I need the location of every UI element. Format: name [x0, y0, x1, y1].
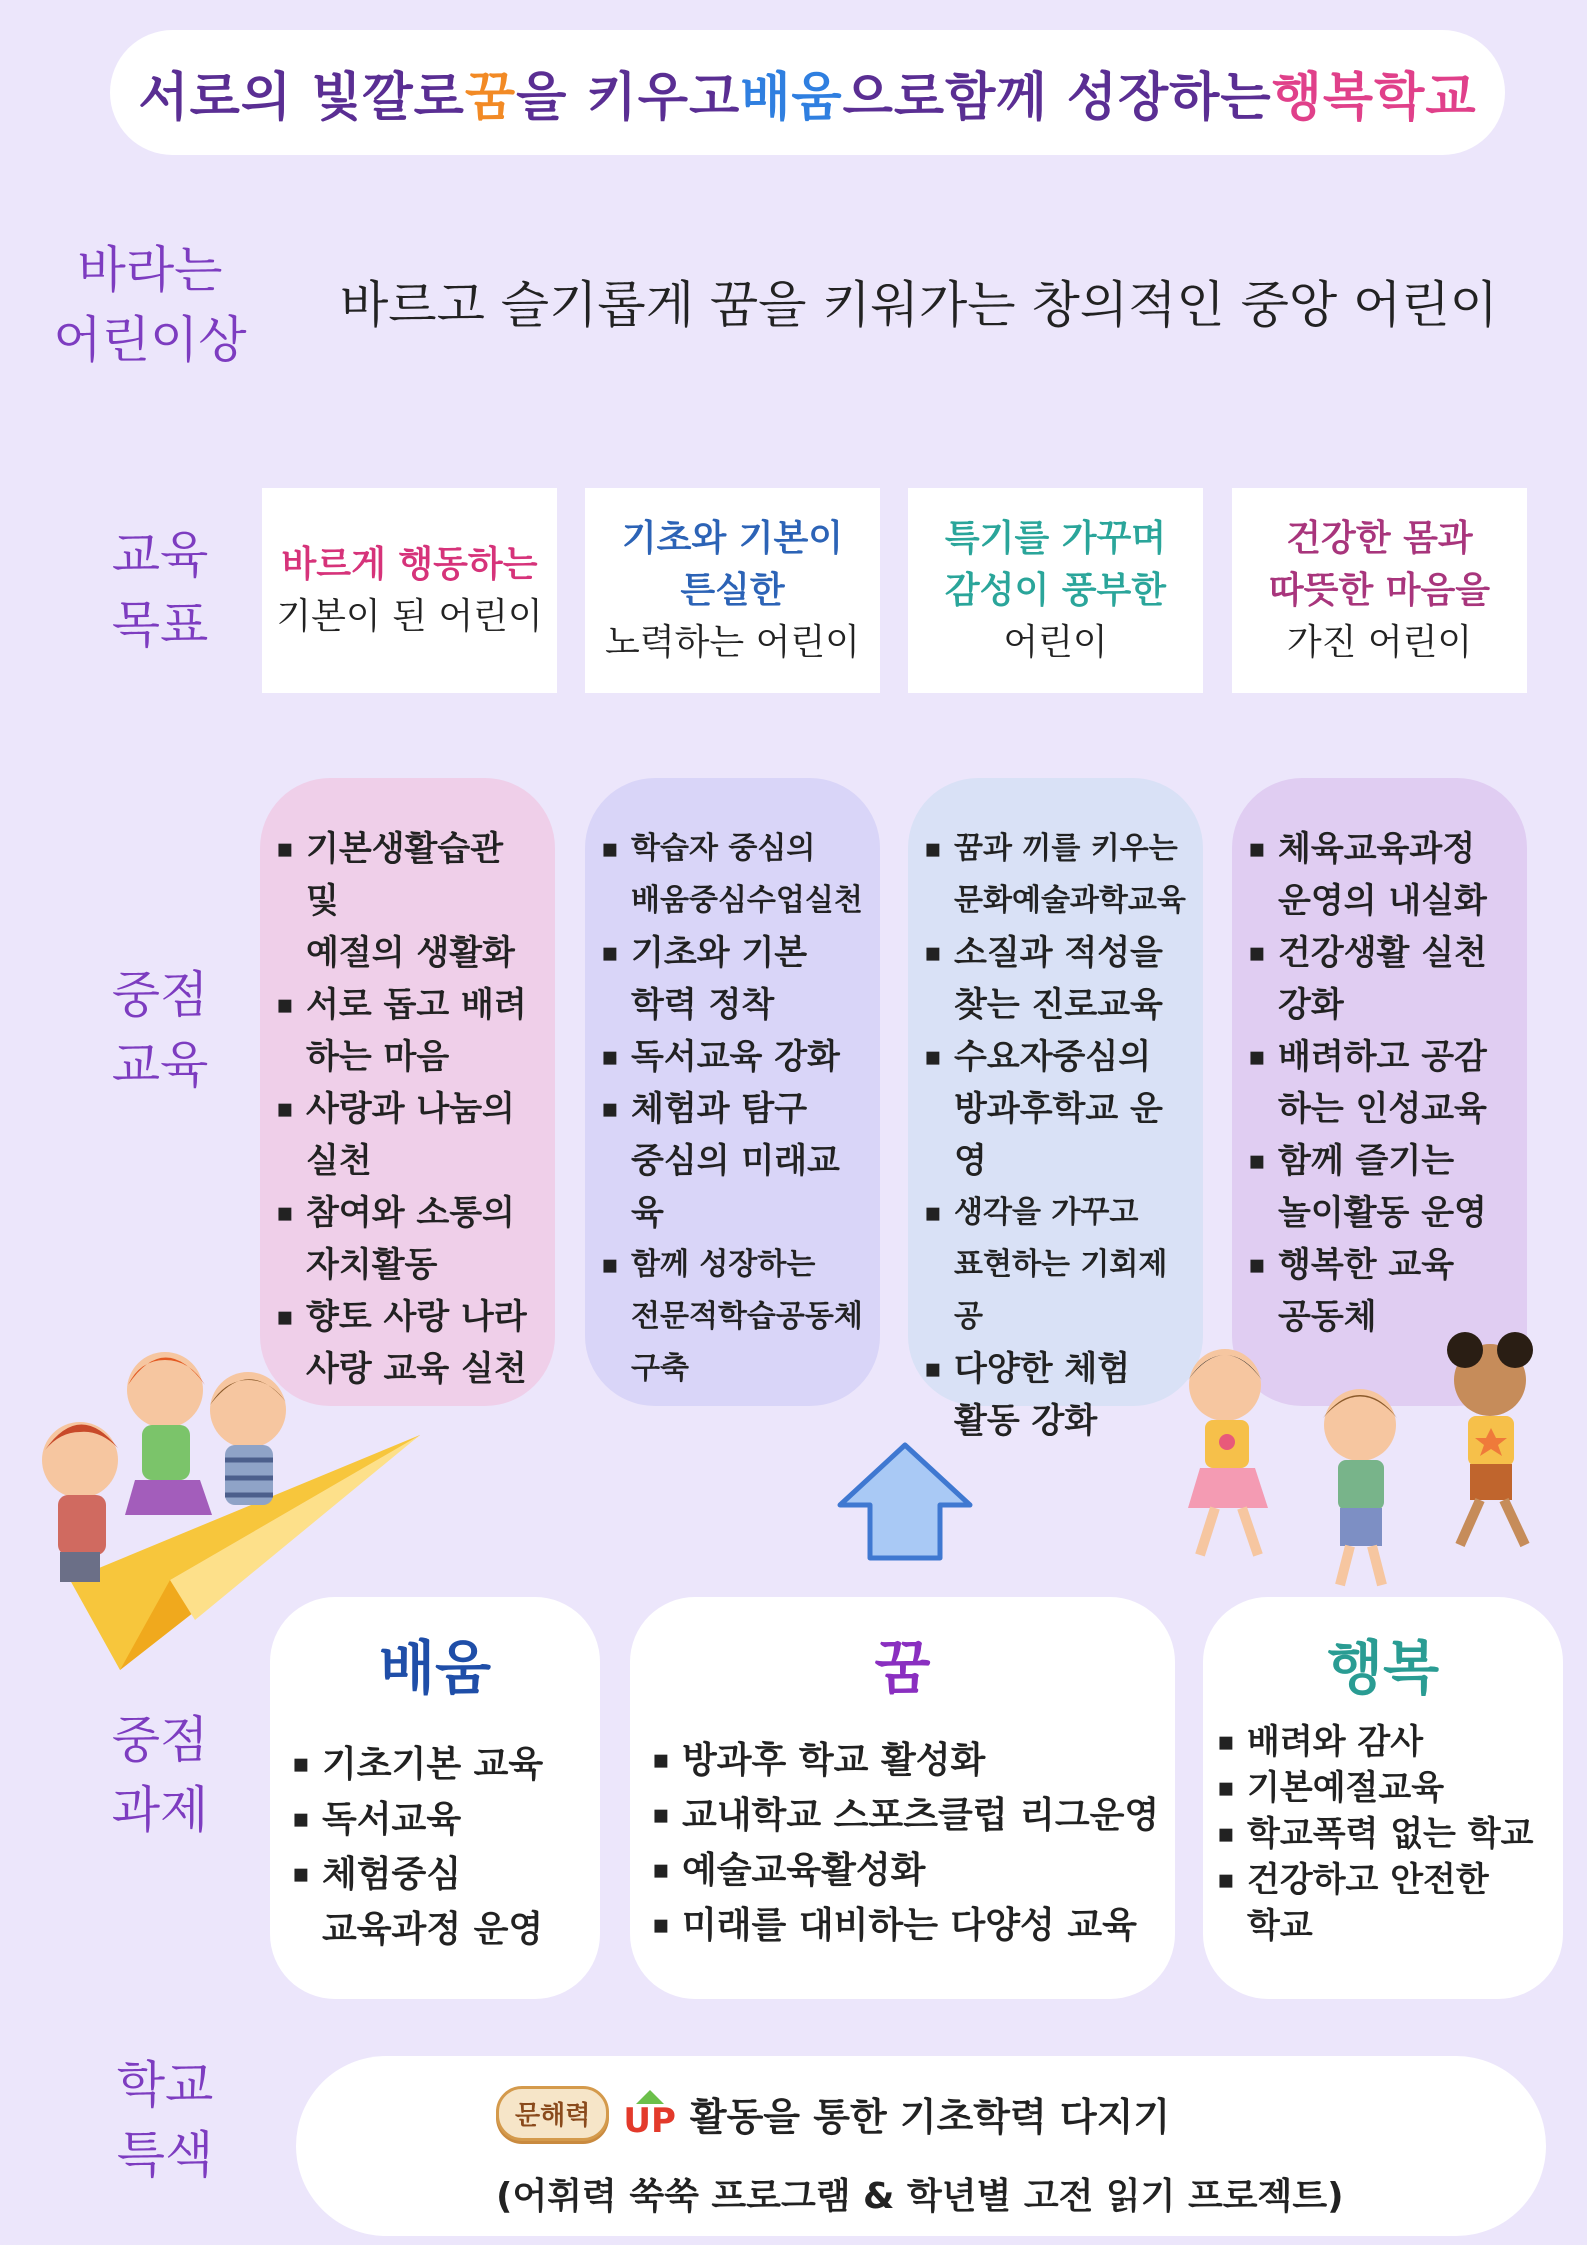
task-item: ▪ 예술교육활성화 — [652, 1843, 1175, 1898]
core-column-3 — [908, 778, 1203, 1441]
core-label — [60, 960, 260, 1100]
goal-box-3 — [908, 488, 1203, 693]
core-item: ▪ 참여와 소통의 자치활동 — [276, 1187, 541, 1291]
core-item: ▪ 독서교육 강화 — [601, 1031, 866, 1083]
goal-box-1 — [262, 488, 557, 693]
core-label-line: 교육 — [111, 1036, 209, 1094]
feature-text-1: 활동을 통한 기초학력 다지기 — [689, 2095, 1171, 2139]
up-text: UP — [623, 2100, 676, 2141]
goal-plain-text: 가진 어린이 — [1286, 621, 1473, 663]
tasks-label-line: 중점 — [111, 1711, 209, 1769]
core-item: ▪ 향토 사랑 나라 사랑 교육 실천 — [276, 1291, 541, 1395]
core-item: ▪ 배려하고 공감 하는 인성교육 — [1248, 1031, 1513, 1135]
task-item: ▪ 배려와 감사 — [1217, 1719, 1563, 1765]
feature-pill — [296, 2056, 1546, 2236]
task-item: ▪ 체험중심 교육과정 운영 — [292, 1847, 600, 1957]
title-part: 행복학교 — [1271, 68, 1477, 128]
task-box-learning — [270, 1597, 600, 1999]
core-item: ▪ 서로 돕고 배려 하는 마음 — [276, 979, 541, 1083]
goal-box-4 — [1232, 488, 1527, 693]
title-part: 서로의 빛깔로 — [138, 68, 465, 128]
vision-label-line: 어린이상 — [53, 311, 247, 369]
tasks-label-line: 과제 — [111, 1781, 209, 1839]
title-part: 배움 — [740, 68, 843, 128]
goal-plain-text: 어린이 — [1003, 621, 1108, 663]
goal-strong-text: 건강한 몸과 — [1286, 517, 1473, 559]
core-item: ▪ 행복한 교육 공동체 — [1248, 1239, 1513, 1343]
core-label-line: 중점 — [111, 966, 209, 1024]
task-item: ▪ 학교폭력 없는 학교 — [1217, 1811, 1563, 1857]
goal-strong-text: 특기를 가꾸며 — [944, 517, 1167, 559]
goal-strong-text: 기초와 기본이 — [621, 517, 844, 559]
vision-text: 바르고 슬기롭게 꿈을 키워가는 창의적인 중앙 어린이 — [340, 276, 1498, 334]
goal-strong-text: 바르게 행동하는 — [281, 543, 538, 585]
task-heading: 배움 — [378, 1634, 492, 1702]
title-banner — [110, 30, 1505, 155]
core-item: ▪ 소질과 적성을 찾는 진로교육 — [924, 927, 1189, 1031]
tasks-label — [60, 1705, 260, 1845]
goal-plain-text: 기본이 된 어린이 — [276, 595, 543, 637]
core-column-4 — [1232, 778, 1527, 1406]
core-column-2 — [585, 778, 880, 1406]
feature-line-1 — [496, 2086, 1170, 2141]
goals-label — [60, 520, 260, 660]
core-column-1 — [260, 778, 555, 1406]
feature-label-line: 특색 — [116, 2126, 214, 2184]
core-item: ▪ 꿈과 끼를 키우는 문화예술과학교육 — [924, 823, 1189, 927]
title-part: 꿈 — [464, 68, 517, 128]
feature-label-line: 학교 — [116, 2056, 214, 2114]
title-part: 을 키우고 — [516, 68, 741, 128]
core-item: ▪ 생각을 가꾸고 표현하는 기회제공 — [924, 1187, 1189, 1343]
task-heading: 꿈 — [874, 1634, 931, 1702]
task-item: ▪ 독서교육 — [292, 1792, 600, 1847]
task-box-dream — [630, 1597, 1175, 1999]
task-item: ▪ 건강하고 안전한 학교 — [1217, 1857, 1563, 1949]
core-item: ▪ 체육교육과정 운영의 내실화 — [1248, 823, 1513, 927]
feature-label — [65, 2050, 265, 2190]
feature-text-2: (어휘력 쑥쑥 프로그램 & 학년별 고전 읽기 프로젝트) — [496, 2176, 1344, 2217]
title-part: 으로 — [842, 68, 946, 128]
core-item: ▪ 사랑과 나눔의 실천 — [276, 1083, 541, 1187]
core-item: ▪ 기초와 기본 학력 정착 — [601, 927, 866, 1031]
core-item: ▪ 학습자 중심의 배움중심수업실천 — [601, 823, 866, 927]
task-item: ▪ 기본예절교육 — [1217, 1765, 1563, 1811]
goal-box-2 — [585, 488, 880, 693]
literacy-badge: 문해력 — [496, 2086, 609, 2141]
vision-label-line: 바라는 — [77, 241, 223, 299]
task-item: ▪ 교내학교 스포츠클럽 리그운영 — [652, 1788, 1175, 1843]
vision-label — [50, 235, 250, 375]
task-heading: 행복 — [1326, 1634, 1440, 1702]
task-item: ▪ 기초기본 교육 — [292, 1737, 600, 1792]
core-item: ▪ 수요자중심의 방과후학교 운영 — [924, 1031, 1189, 1187]
goals-label-line: 교육 — [111, 526, 209, 584]
task-box-happiness — [1203, 1597, 1563, 1999]
task-item: ▪ 방과후 학교 활성화 — [652, 1733, 1175, 1788]
goals-label-line: 목표 — [111, 596, 209, 654]
core-item: ▪ 기본생활습관 및 예절의 생활화 — [276, 823, 541, 979]
jumping-kids-illustration — [1160, 1330, 1560, 1600]
title-part: 함께 성장하는 — [945, 68, 1272, 128]
core-item: ▪ 함께 즐기는 놀이활동 운영 — [1248, 1135, 1513, 1239]
goal-strong-text: 감성이 풍부한 — [944, 569, 1167, 611]
up-arrow-icon — [835, 1440, 975, 1565]
core-item: ▪ 다양한 체험 활동 강화 — [924, 1343, 1189, 1447]
goal-strong-text: 튼실한 — [680, 569, 785, 611]
goal-strong-text: 따뜻한 마음을 — [1268, 569, 1491, 611]
core-item: ▪ 함께 성장하는 전문적학습공동체 구축 — [601, 1239, 866, 1395]
up-badge-icon — [623, 2090, 676, 2141]
core-item: ▪ 건강생활 실천 강화 — [1248, 927, 1513, 1031]
task-item: ▪ 미래를 대비하는 다양성 교육 — [652, 1898, 1175, 1953]
core-item: ▪ 체험과 탐구 중심의 미래교육 — [601, 1083, 866, 1239]
goal-plain-text: 노력하는 어린이 — [605, 621, 860, 663]
